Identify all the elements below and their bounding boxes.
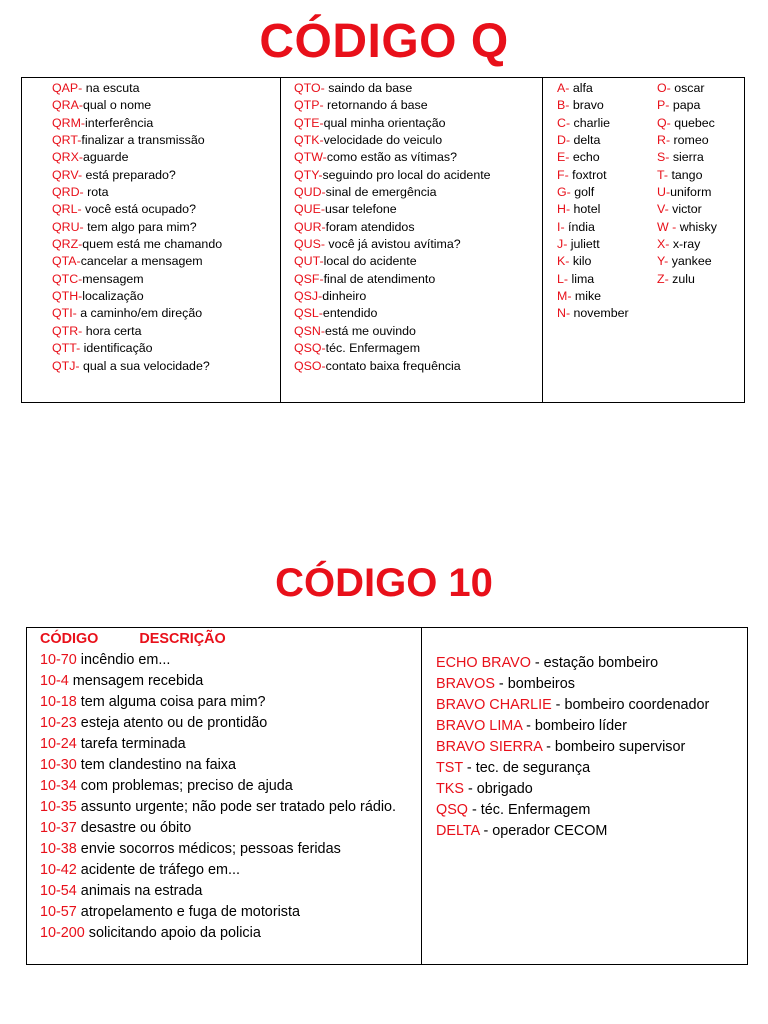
code-label: BRAVOS — [436, 676, 495, 692]
code-description: - bombeiro supervisor — [542, 739, 686, 755]
q-code-item — [52, 253, 222, 270]
phonetic-item — [557, 149, 629, 166]
ten-code-item — [40, 902, 400, 923]
callsign-item — [436, 737, 709, 758]
code-description: está preparado? — [82, 167, 176, 182]
code-description: tem algo para mim? — [83, 219, 197, 234]
q-code-item — [294, 358, 491, 375]
code-description: - bombeiro coordenador — [551, 697, 710, 713]
phonetic-item — [557, 167, 629, 184]
ten-code-table — [26, 627, 748, 965]
code-label: ECHO BRAVO — [436, 655, 531, 671]
code-description: yankee — [668, 254, 712, 269]
ten-code-item — [40, 860, 400, 881]
code-label: 10-35 — [40, 799, 77, 815]
q-code-item — [294, 253, 491, 270]
q-code-item — [52, 132, 222, 149]
title-codigo-10: CÓDIGO 10 — [275, 561, 493, 605]
code-description: você está ocupado? — [81, 202, 196, 217]
code-label: QSF- — [294, 271, 324, 286]
code-description: tem clandestino na faixa — [76, 757, 237, 773]
phonetic-item — [657, 97, 717, 114]
code-description: interferência — [85, 115, 154, 130]
code-description: mensagem recebida — [68, 673, 204, 689]
ten-code-item — [40, 839, 400, 860]
code-description: echo — [569, 150, 600, 165]
callsign-item — [436, 653, 709, 674]
code-description: na escuta — [82, 81, 140, 95]
q-code-item — [294, 340, 491, 357]
code-description: incêndio em... — [76, 652, 171, 668]
callsign-item — [436, 821, 709, 842]
code-description: atropelamento e fuga de motorista — [76, 904, 301, 920]
code-description: mike — [571, 289, 602, 304]
code-label: E- — [557, 150, 570, 165]
code-label: QRA- — [52, 98, 83, 113]
code-description: foram atendidos — [325, 219, 415, 234]
code-description: victor — [668, 202, 702, 217]
code-label: QRM- — [52, 115, 86, 130]
code-label: K- — [557, 254, 570, 269]
code-description: final de atendimento — [323, 271, 436, 286]
code-label: 10-57 — [40, 904, 77, 920]
code-label: H- — [557, 202, 571, 217]
q-code-list-2 — [294, 80, 491, 375]
code-description: romeo — [670, 133, 709, 148]
phonetic-item — [557, 288, 629, 305]
code-label: QUD- — [294, 185, 326, 200]
phonetic-item — [657, 271, 717, 288]
code-description: hotel — [570, 202, 601, 217]
code-label: U- — [657, 185, 671, 200]
code-label: 10-200 — [40, 925, 85, 941]
q-code-item — [52, 115, 222, 132]
code-description: entendido — [322, 306, 378, 321]
code-description: - obrigado — [464, 781, 533, 797]
code-description: você já avistou avítima? — [324, 237, 461, 252]
code-label: QRZ- — [52, 237, 83, 252]
code-description: dinheiro — [322, 289, 367, 304]
code-label: 10-18 — [40, 694, 77, 710]
phonetic-item — [557, 184, 629, 201]
callsign-item — [436, 695, 709, 716]
code-label: J- — [557, 237, 568, 252]
phonetic-item — [657, 115, 717, 132]
callsign-item — [436, 800, 709, 821]
q-code-item — [294, 271, 491, 288]
code-description: qual a sua velocidade? — [79, 358, 210, 373]
code-label: QTP- — [294, 98, 324, 113]
q-code-item — [294, 149, 491, 166]
code-label: N- — [557, 306, 571, 321]
callsign-item — [436, 674, 709, 695]
code-description: rota — [83, 185, 109, 200]
code-description: tango — [668, 167, 703, 182]
phonetic-item — [657, 149, 717, 166]
code-description: usar telefone — [324, 202, 397, 217]
code-description: delta — [570, 133, 601, 148]
code-label: QSN- — [294, 323, 325, 338]
code-description: acidente de tráfego em... — [76, 862, 241, 878]
q-code-item — [52, 340, 222, 357]
code-description: como estão as vítimas? — [326, 150, 457, 165]
code-description: velocidade do veiculo — [323, 133, 443, 148]
code-label: F- — [557, 167, 569, 182]
code-description: - téc. Enfermagem — [468, 802, 591, 818]
code-description: - operador CECOM — [479, 823, 608, 839]
header-code: CÓDIGO — [40, 631, 99, 647]
code-label: 10-23 — [40, 715, 77, 731]
code-description: finalizar a transmissão — [81, 133, 205, 148]
q-code-item — [52, 219, 222, 236]
q-code-item — [294, 288, 491, 305]
code-label: QTC- — [52, 271, 83, 286]
q-code-item — [294, 115, 491, 132]
code-label: BRAVO CHARLIE — [436, 697, 552, 713]
column-divider — [421, 628, 422, 964]
phonetic-item — [557, 253, 629, 270]
code-label: QTK- — [294, 133, 324, 148]
code-description: animais na estrada — [76, 883, 203, 899]
phonetic-item — [657, 132, 717, 149]
code-description: retornando á base — [323, 98, 428, 113]
phonetic-item — [557, 97, 629, 114]
phonetic-item — [557, 115, 629, 132]
q-code-item — [52, 201, 222, 218]
code-description: alfa — [569, 81, 593, 95]
code-description: seguindo pro local do acidente — [322, 167, 491, 182]
code-label: T- — [657, 167, 669, 182]
code-label: 10-54 — [40, 883, 77, 899]
q-code-item — [294, 80, 491, 97]
code-label: 10-30 — [40, 757, 77, 773]
phonetic-item — [557, 236, 629, 253]
code-description: saindo da base — [324, 81, 413, 95]
code-label: 10-34 — [40, 778, 77, 794]
code-label: L- — [557, 271, 569, 286]
ten-code-item — [40, 713, 400, 734]
ten-code-item — [40, 755, 400, 776]
code-label: C- — [557, 115, 571, 130]
code-label: B- — [557, 98, 570, 113]
code-label: Y- — [657, 254, 669, 269]
ten-code-item — [40, 818, 400, 839]
phonetic-item — [657, 253, 717, 270]
code-label: QSJ- — [294, 289, 323, 304]
q-code-item — [52, 80, 222, 97]
ten-code-header — [40, 629, 226, 650]
q-code-item — [294, 132, 491, 149]
code-description: tarefa terminada — [76, 736, 186, 752]
phonetic-item — [657, 167, 717, 184]
column-divider — [542, 78, 543, 402]
code-label: QRX- — [52, 150, 83, 165]
code-label: I- — [557, 219, 565, 234]
code-description: desastre ou óbito — [76, 820, 192, 836]
code-description: índia — [564, 219, 595, 234]
q-code-item — [52, 149, 222, 166]
code-label: X- — [657, 237, 670, 252]
code-label: QUT- — [294, 254, 324, 269]
code-description: sierra — [669, 150, 704, 165]
code-label: BRAVO LIMA — [436, 718, 523, 734]
code-label: QSQ — [436, 802, 468, 818]
code-label: R- — [657, 133, 671, 148]
code-description: zulu — [668, 271, 695, 286]
code-description: envie socorros médicos; pessoas feridas — [76, 841, 341, 857]
q-code-item — [52, 323, 222, 340]
code-label: M- — [557, 289, 572, 304]
code-label: P- — [657, 98, 670, 113]
code-description: foxtrot — [568, 167, 607, 182]
code-description: local do acidente — [323, 254, 417, 269]
code-label: 10-42 — [40, 862, 77, 878]
title-codigo-q: CÓDIGO Q — [259, 15, 509, 68]
ten-code-item — [40, 881, 400, 902]
code-description: papa — [669, 98, 701, 113]
code-description: solicitando apoio da policia — [84, 925, 261, 941]
q-code-list-1 — [52, 80, 222, 375]
code-description: cancelar a mensagem — [80, 254, 203, 269]
code-label: TST — [436, 760, 463, 776]
q-code-item — [294, 323, 491, 340]
q-code-item — [52, 271, 222, 288]
header-description: DESCRIÇÃO — [139, 631, 226, 647]
code-description: kilo — [569, 254, 592, 269]
phonetic-item — [557, 219, 629, 236]
code-description: qual minha orientação — [323, 115, 446, 130]
code-description: juliett — [567, 237, 600, 252]
q-code-item — [294, 201, 491, 218]
q-code-item — [294, 219, 491, 236]
code-description: identificação — [80, 341, 153, 356]
code-label: TKS — [436, 781, 464, 797]
code-description: - bombeiros — [494, 676, 575, 692]
code-description: - bombeiro líder — [522, 718, 627, 734]
code-label: QTY- — [294, 167, 323, 182]
code-description: lima — [568, 271, 595, 286]
code-description: aguarde — [82, 150, 129, 165]
q-code-item — [294, 167, 491, 184]
code-label: S- — [657, 150, 670, 165]
ten-code-item — [40, 776, 400, 797]
code-label: QSO- — [294, 358, 326, 373]
q-code-item — [294, 236, 491, 253]
code-label: 10-4 — [40, 673, 69, 689]
code-label: QSQ- — [294, 341, 326, 356]
q-code-item — [294, 184, 491, 201]
q-code-item — [52, 184, 222, 201]
code-label: QTJ- — [52, 358, 80, 373]
code-label: QTR- — [52, 323, 83, 338]
code-description: sinal de emergência — [325, 185, 437, 200]
code-label: O- — [657, 81, 671, 95]
phonetic-item — [557, 132, 629, 149]
code-description: bravo — [569, 98, 604, 113]
ten-code-item — [40, 650, 400, 671]
phonetic-alphabet-list-1 — [557, 80, 629, 323]
code-label: QTT- — [52, 341, 81, 356]
phonetic-item — [557, 271, 629, 288]
code-description: esteja atento ou de prontidão — [76, 715, 268, 731]
ten-code-list — [40, 650, 400, 944]
code-label: QTH- — [52, 289, 83, 304]
ten-code-item — [40, 797, 400, 818]
code-label: QRT- — [52, 133, 82, 148]
code-label: Z- — [657, 271, 669, 286]
code-label: QRV- — [52, 167, 83, 182]
code-description: golf — [570, 185, 595, 200]
code-label: QSL- — [294, 306, 323, 321]
code-label: 10-38 — [40, 841, 77, 857]
code-label: QRU- — [52, 219, 84, 234]
q-code-item — [52, 288, 222, 305]
callsign-item — [436, 779, 709, 800]
code-label: QUS- — [294, 237, 325, 252]
code-label: QTW- — [294, 150, 327, 165]
code-label: DELTA — [436, 823, 480, 839]
code-description: localização — [82, 289, 144, 304]
code-label: QTI- — [52, 306, 77, 321]
code-label: QAP- — [52, 81, 83, 95]
column-divider — [280, 78, 281, 402]
code-label: V- — [657, 202, 669, 217]
code-description: x-ray — [669, 237, 701, 252]
phonetic-item — [557, 305, 629, 322]
code-label: G- — [557, 185, 571, 200]
q-code-item — [52, 236, 222, 253]
callsign-list — [436, 653, 709, 842]
q-code-item — [294, 305, 491, 322]
code-description: - tec. de segurança — [462, 760, 591, 776]
callsign-item — [436, 758, 709, 779]
code-description: uniform — [670, 185, 712, 200]
code-label: QUE- — [294, 202, 325, 217]
q-code-item — [52, 305, 222, 322]
code-description: téc. Enfermagem — [325, 341, 421, 356]
code-description: whisky — [676, 219, 717, 234]
phonetic-item — [657, 184, 717, 201]
code-description: - estação bombeiro — [530, 655, 659, 671]
code-description: tem alguma coisa para mim? — [76, 694, 266, 710]
code-label: QRD- — [52, 185, 84, 200]
code-label: Q- — [657, 115, 671, 130]
code-description: oscar — [670, 81, 705, 95]
code-label: QTO- — [294, 81, 325, 95]
code-description: com problemas; preciso de ajuda — [76, 778, 293, 794]
code-label: W - — [657, 219, 677, 234]
code-label: QTE- — [294, 115, 324, 130]
code-description: quem está me chamando — [82, 237, 223, 252]
q-code-item — [52, 167, 222, 184]
code-label: 10-37 — [40, 820, 77, 836]
code-description: quebec — [670, 115, 715, 130]
code-description: qual o nome — [82, 98, 152, 113]
callsign-item — [436, 716, 709, 737]
code-label: BRAVO SIERRA — [436, 739, 543, 755]
q-code-table — [21, 77, 745, 403]
phonetic-alphabet-list-2 — [657, 80, 717, 288]
phonetic-item — [557, 80, 629, 97]
code-label: QTA- — [52, 254, 81, 269]
ten-code-item — [40, 734, 400, 755]
code-description: contato baixa frequência — [325, 358, 461, 373]
code-label: QUR- — [294, 219, 326, 234]
code-label: 10-24 — [40, 736, 77, 752]
code-label: D- — [557, 133, 571, 148]
code-description: mensagem — [82, 271, 144, 286]
code-description: está me ouvindo — [324, 323, 416, 338]
code-description: november — [570, 306, 629, 321]
code-label: A- — [557, 81, 570, 95]
code-label: 10-70 — [40, 652, 77, 668]
code-description: hora certa — [82, 323, 142, 338]
q-code-item — [52, 97, 222, 114]
q-code-item — [294, 97, 491, 114]
phonetic-item — [557, 201, 629, 218]
ten-code-item — [40, 671, 400, 692]
code-description: assunto urgente; não pode ser tratado pelo rádio. — [76, 799, 397, 815]
code-description: a caminho/em direção — [76, 306, 203, 321]
ten-code-item — [40, 923, 400, 944]
phonetic-item — [657, 219, 717, 236]
phonetic-item — [657, 236, 717, 253]
phonetic-item — [657, 201, 717, 218]
ten-code-item — [40, 692, 400, 713]
code-description: charlie — [570, 115, 611, 130]
code-label: QRL- — [52, 202, 82, 217]
phonetic-item — [657, 80, 717, 97]
q-code-item — [52, 358, 222, 375]
